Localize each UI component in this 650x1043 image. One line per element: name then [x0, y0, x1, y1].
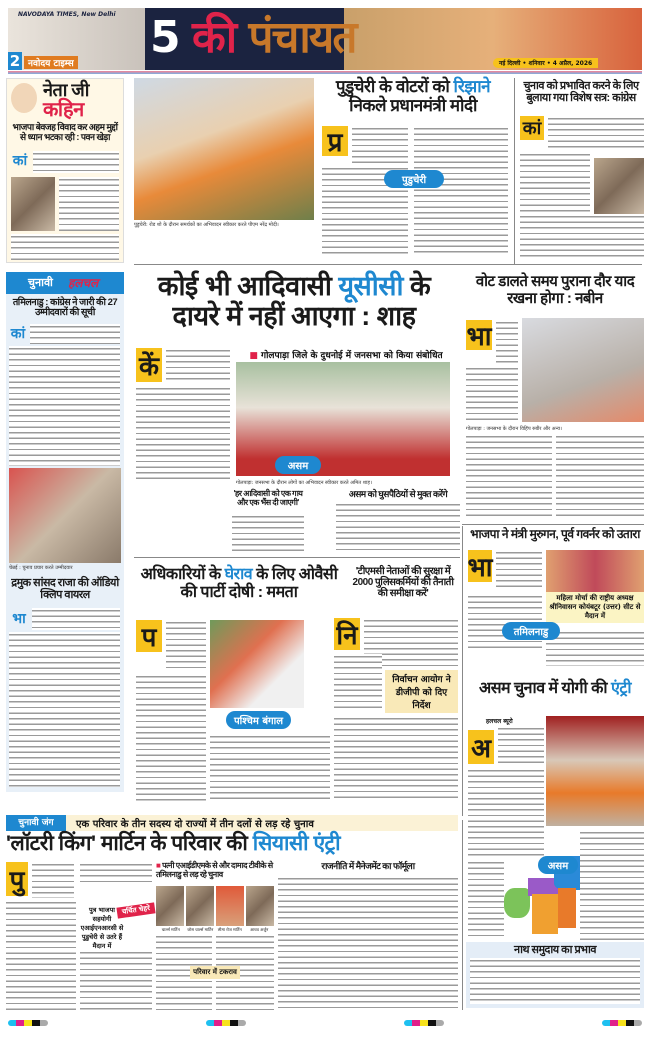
divider: [134, 557, 460, 558]
mamata-photo: [210, 620, 304, 708]
quote-headline: 'हर आदिवासी को एक गाय और एक भैंस दी जाएगी': [233, 489, 303, 507]
body-text: [30, 324, 120, 344]
body-text: [352, 126, 408, 164]
body-text: [9, 346, 120, 466]
body-text: [548, 116, 644, 150]
candidate-photo-caption: महिला मोर्चा की राष्ट्रीय अध्यक्ष श्रीनिवासन कोयंबटूर (उत्तर) सीट से मैदान में: [546, 592, 644, 623]
body-text: [496, 320, 518, 364]
candidates-photo: [546, 550, 644, 592]
body-text: [166, 620, 206, 670]
tmc-headline: 'टीएमसी नेताओं की सुरक्षा में 2000 पुलिसकर्मियों की तैनाती की समीक्षा करें': [352, 566, 454, 599]
kicker: एक परिवार के तीन सदस्य दो राज्यों में तीन दलों से लड़ रहे चुनाव: [76, 819, 314, 830]
body-text: [33, 151, 119, 173]
body-text: [520, 152, 590, 212]
drop-cap: नि: [334, 618, 360, 650]
drop-cap: भा: [468, 550, 492, 582]
drop-cap: अ: [468, 730, 494, 764]
section-label: चुनावी जंग: [6, 815, 66, 831]
divider: [134, 264, 642, 265]
drop-cap: भा: [466, 322, 492, 352]
neta-ji-kahin-box: [6, 78, 124, 263]
martin-subhead: ■ पत्नी एआईडीएमके से और दामाद टीवीके से तमिलनाडु से लड़ रहे चुनाव: [156, 861, 273, 879]
body-text: [59, 177, 119, 231]
divider: [462, 820, 463, 1010]
body-text: [546, 630, 644, 666]
drop-cap: प: [136, 620, 162, 652]
body-text: [278, 876, 458, 1010]
body-text: [468, 860, 504, 940]
body-text: [80, 862, 152, 886]
mamata-headline: अधिकारियों के घेराव के लिए ओवैसी की पार्टी दोषी : ममता: [140, 566, 338, 601]
halchal-banner: चुनावी हलचल: [6, 272, 124, 294]
rally-crowd-photo: [522, 318, 644, 422]
body-text: [334, 716, 458, 802]
side-headline: असम को घुसपैठियों से मुक्त करेंगे: [348, 489, 448, 499]
body-text: [9, 632, 120, 787]
body-text: [466, 366, 518, 424]
modi-headline: पुडुचेरी के वोटरों को रिझाने निकले प्रधानमंत्री मोदी: [335, 77, 491, 115]
body-text: [556, 434, 644, 518]
photo-caption: गोलपाड़ा: जनसभा के दौरान लोगों का अभिवादन स्वीकार करते अमित शाह।: [236, 480, 372, 486]
campaign-photo: [9, 468, 121, 563]
location-tag: पश्चिम बंगाल: [226, 711, 291, 729]
congress-leader-photo: [594, 158, 644, 214]
page-number: 2: [9, 52, 21, 70]
paper-name: NAVODAYA TIMES, New Delhi: [18, 11, 116, 18]
modi-roadshow-photo: [134, 78, 314, 220]
body-text: [336, 502, 460, 554]
body-text: [32, 862, 74, 898]
masthead-title: 5 की पंचायत: [150, 12, 356, 63]
location-tag: पुडुचेरी: [384, 170, 444, 188]
shah-headline: कोई भी आदिवासी यूसीसी के दायरे में नहीं आएगा : शाह: [157, 271, 431, 331]
body-text: [466, 434, 552, 518]
pull-quote: पुत्र भाजपा सहयोगी एआईएनआरसी से पुडुचेरी से उतरे हैं मैदान में: [80, 906, 124, 950]
nabin-headline: वोट डालते समय पुराना दौर याद रखना होगा : नबीन: [475, 273, 635, 307]
body-text: [470, 958, 640, 1004]
photo-caption: पुडुचेरी: रोड शो के दौरान समर्थकों का अभिवादन स्वीकार करते पीएम नरेंद्र मोदी।: [134, 222, 279, 228]
chunavi-jang-strip: [6, 815, 458, 831]
body-text: [136, 674, 206, 802]
drop-cap: प्र: [322, 126, 348, 156]
drop-cap: कां: [520, 116, 544, 140]
family-conflict-box: परिवार में टकराव: [190, 966, 240, 979]
photo-caption: चेन्नई : चुनाव प्रचार करते उम्मीदवार: [9, 565, 73, 571]
halchal-column: [6, 272, 124, 792]
charchit-chehre-stamp: चर्चित चेहरे: [116, 902, 155, 918]
cartoon-icon: [11, 83, 37, 113]
dateline: नई दिल्ली • शनिवार • 4 अप्रैल, 2026: [493, 58, 598, 68]
shah-rally-photo: [236, 362, 450, 476]
registration-marks: [8, 1020, 642, 1026]
neta-title-1: नेता जी: [43, 80, 89, 100]
neta-title-2: कहिन: [43, 99, 84, 121]
side-headline: राजनीति में मैनेजमेंट का फॉर्मूला: [321, 861, 415, 871]
eci-box: निर्वाचन आयोग ने डीजीपी को दिए निर्देश: [385, 670, 458, 713]
yogi-headline: असम चुनाव में योगी की एंट्री: [478, 680, 632, 697]
body-text: [136, 386, 230, 480]
body-text: [210, 734, 330, 802]
divider: [462, 524, 644, 525]
martin-headline: 'लॉटरी किंग' मार्टिन के परिवार की सियासी एंट्री: [6, 832, 341, 855]
location-tag: असम: [275, 456, 321, 474]
body-text: [496, 550, 542, 590]
divider: [462, 526, 463, 816]
masthead-stripe: [8, 71, 642, 74]
drop-cap: भा: [12, 610, 26, 627]
shah-subhead: ■ गोलपाड़ा जिले के दुधनोई में जनसभा को किया संबोधित: [249, 351, 443, 361]
body-text: [580, 830, 644, 940]
paper-name-hindi: नवोदय टाइम्स: [24, 56, 78, 69]
body-text: [232, 514, 304, 554]
neta-headline: भाजपा बेवजह विवाद कर अहम मुद्दों से ध्यान भटका रही : पवन खेड़ा: [12, 122, 118, 142]
murugan-headline: भाजपा ने मंत्री मुरुगन, पूर्व गवर्नर को उतारा: [470, 527, 640, 541]
body-text: [414, 126, 508, 254]
divider: [514, 78, 515, 264]
box-headline: नाथ समुदाय का प्रभाव: [514, 944, 596, 956]
body-text: [11, 234, 119, 260]
photo-names: चार्ल्स मार्टिन जोस चार्ल्स मार्टिन लीमा रोज मार्टिन आधव अर्जुन: [161, 927, 269, 932]
body-text: [468, 768, 544, 856]
story-headline: तमिलनाडु : कांग्रेस ने जारी की 27 उम्मीदवारों की सूची: [12, 297, 118, 319]
body-text: [498, 726, 544, 766]
photo-caption: गोलपाड़ा : जनसभा के दौरान विहिंप रुबीर और अन्य।: [466, 426, 562, 432]
family-photos: [156, 886, 274, 926]
story-headline: द्रमुक सांसद राजा की ऑडियो क्लिप वायरल: [11, 577, 119, 602]
body-text: [6, 900, 76, 1010]
byline: हलचल ब्यूरो: [486, 718, 513, 725]
body-text: [520, 214, 644, 260]
masthead: [8, 8, 642, 70]
body-text: [32, 608, 120, 630]
body-text: [80, 950, 152, 1010]
nath-samuday-box: [466, 942, 644, 1008]
yogi-photo: [546, 716, 644, 826]
body-text: [334, 654, 382, 710]
drop-cap: कां: [10, 325, 26, 342]
location-tag: तमिलनाडु: [502, 622, 560, 640]
pawan-khera-photo: [11, 177, 55, 231]
congress-headline: चुनाव को प्रभावित करने के लिए बुलाया गया विशेष सत्र: कांग्रेस: [523, 80, 639, 105]
body-text: [166, 348, 230, 382]
location-tag: असम: [538, 856, 578, 874]
drop-cap: कां: [12, 152, 28, 169]
drop-cap: पु: [6, 862, 28, 896]
drop-cap: कें: [136, 348, 162, 382]
